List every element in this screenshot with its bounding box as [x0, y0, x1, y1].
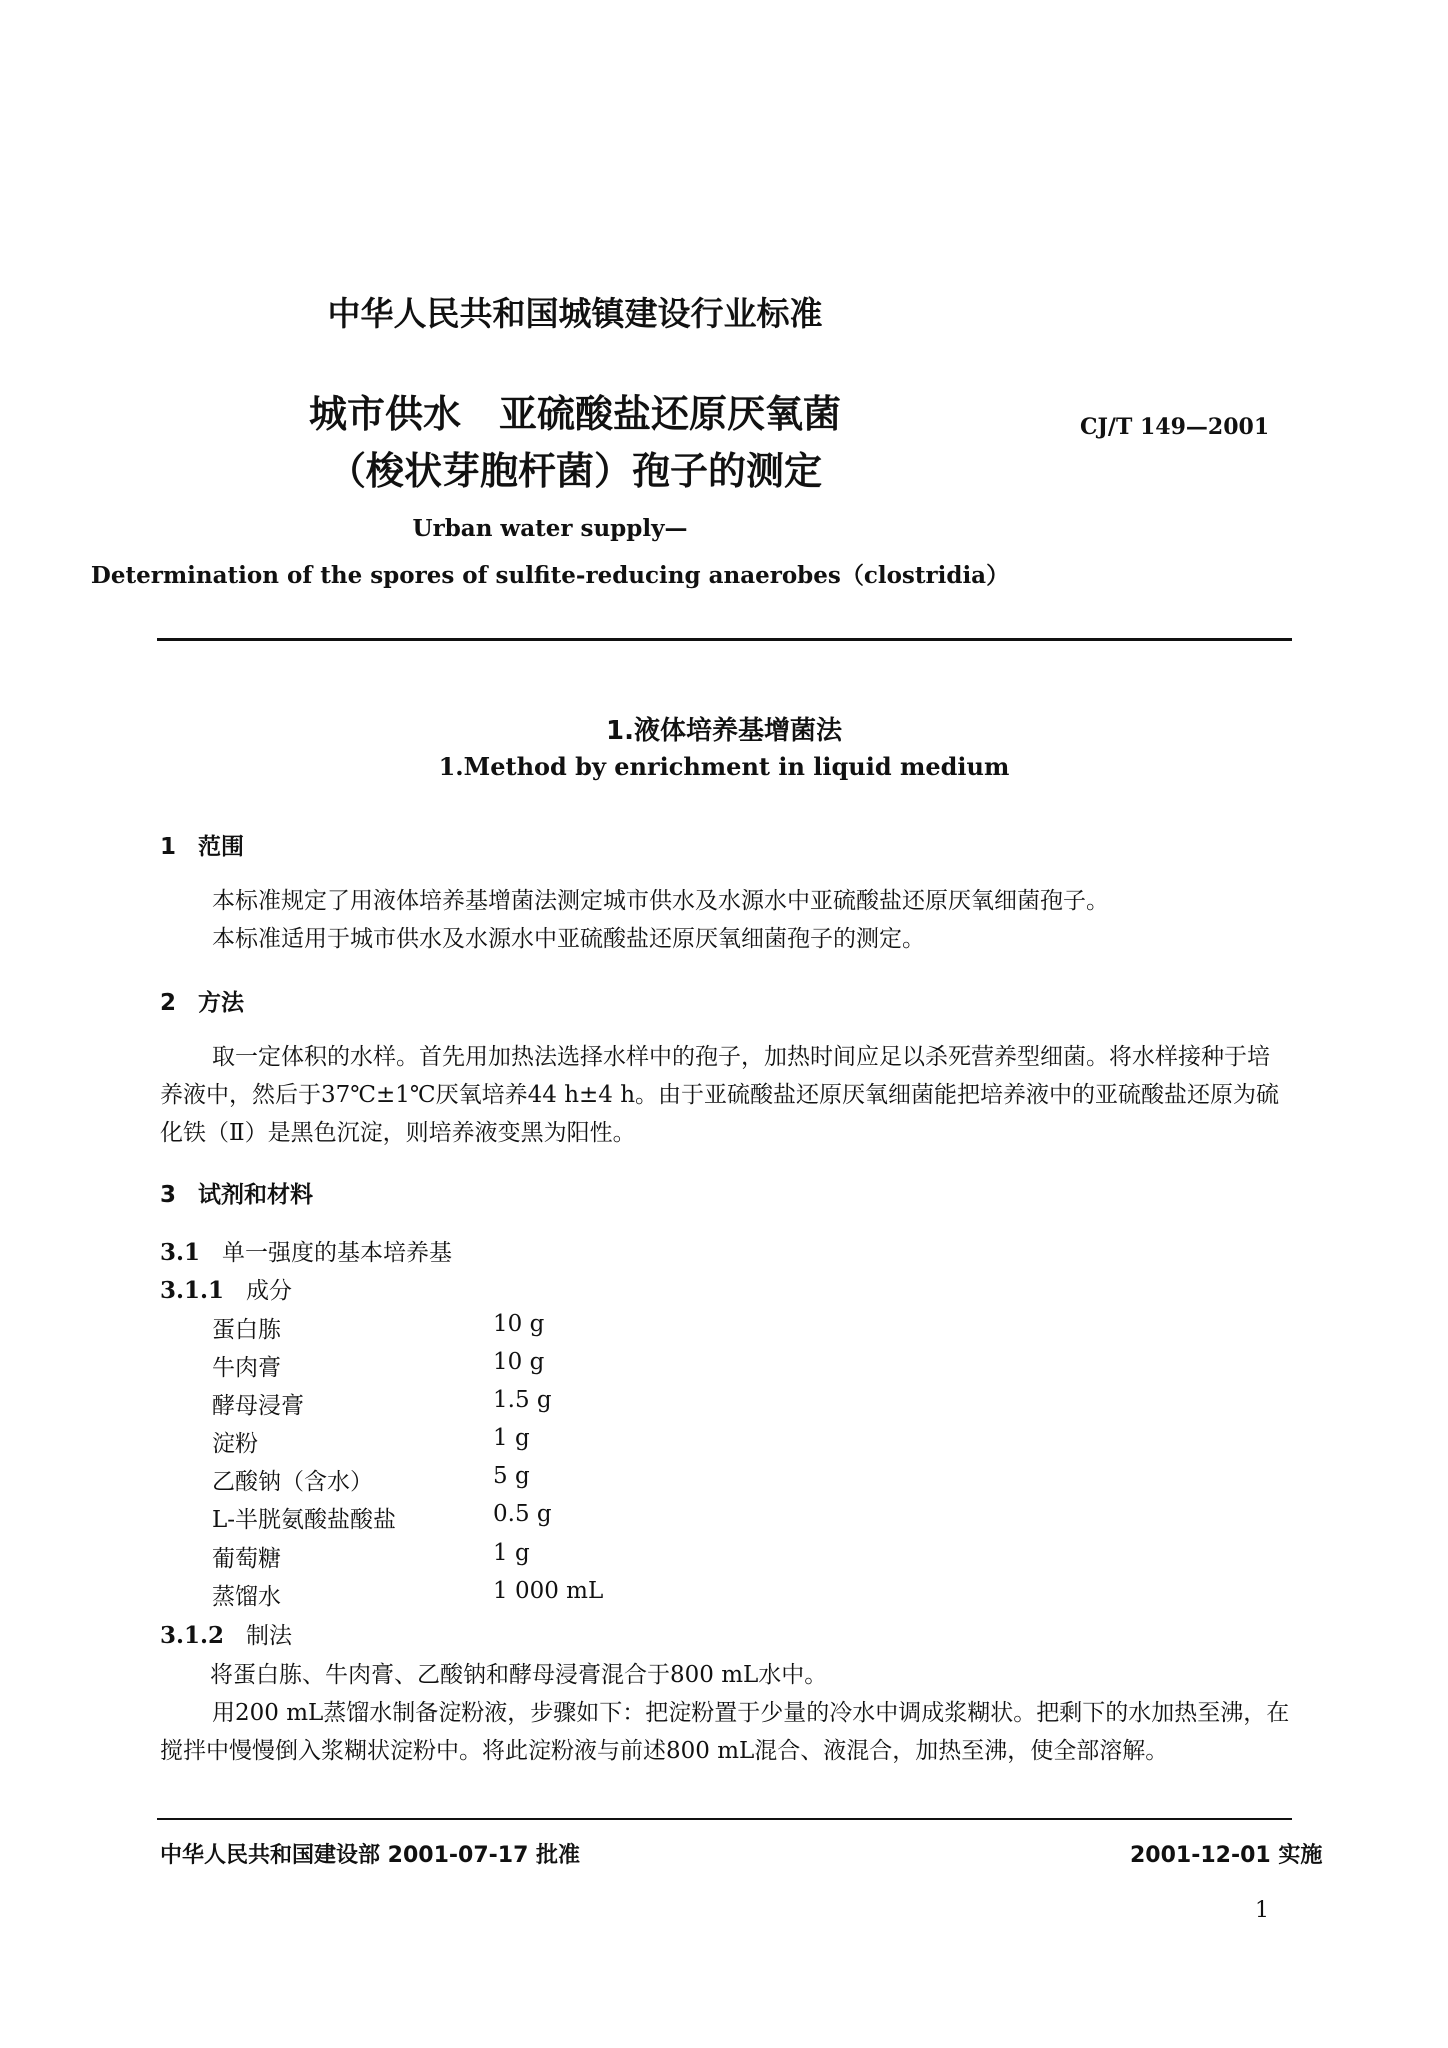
ingredient-amount: 1 g [493, 1425, 530, 1451]
subsection-3-1-number: 3.1 [160, 1239, 201, 1266]
ingredient-name: 葡萄糖 [212, 1546, 281, 1572]
section-1-title: 范围 [198, 834, 244, 860]
preparation-paragraph-1: 将蛋白胨、牛肉膏、乙酸钠和酵母浸膏混合于800 mL水中。 [210, 1662, 828, 1688]
footer-divider [157, 1818, 1292, 1820]
ingredient-name: 牛肉膏 [212, 1355, 281, 1381]
ingredient-amount: 10 g [493, 1349, 545, 1375]
subsection-3-1-2-number: 3.1.2 [160, 1622, 225, 1649]
ingredient-name: 乙酸钠（含水） [212, 1469, 373, 1495]
issuing-organization: 中华人民共和国城镇建设行业标准 [327, 294, 823, 333]
effective-date-line: 2001-12-01 实施 [1130, 1843, 1323, 1868]
ingredient-amount: 10 g [493, 1311, 545, 1337]
ingredient-name: 酵母浸膏 [212, 1393, 304, 1419]
approval-line: 中华人民共和国建设部 2001-07-17 批准 [160, 1843, 581, 1868]
header-divider [157, 638, 1292, 641]
section-2-title: 方法 [198, 990, 244, 1016]
subsection-3-1-1-title: 成分 [246, 1278, 292, 1304]
subsection-3-1-2-heading [160, 1617, 292, 1650]
ingredient-name: 蛋白胨 [212, 1317, 281, 1343]
section-3-heading [160, 1176, 313, 1209]
ingredient-amount: 1 000 mL [493, 1578, 604, 1604]
subsection-3-1-1-number: 3.1.1 [160, 1277, 225, 1304]
english-title-line2: Determination of the spores of sulfite-reducing anaerobes（clostridia） [90, 562, 1010, 589]
section-3-number: 3 [160, 1182, 177, 1208]
method-heading-en: 1.Method by enrichment in liquid medium [438, 752, 1010, 781]
subsection-3-1-1-heading [160, 1272, 292, 1305]
ingredient-amount: 1.5 g [493, 1387, 552, 1413]
page-number: 1 [1255, 1898, 1269, 1923]
method-heading-cn: 1.液体培养基增菌法 [606, 716, 842, 746]
section-3-title: 试剂和材料 [198, 1182, 313, 1208]
section-1-heading [160, 828, 244, 861]
section-1-paragraph-2: 本标准适用于城市供水及水源水中亚硫酸盐还原厌氧细菌孢子的测定。 [212, 926, 925, 952]
preparation-paragraph-2: 用200 mL蒸馏水制备淀粉液，步骤如下：把淀粉置于少量的冷水中调成浆糊状。把剩下的水加热至沸，在搅拌中慢慢倒入浆糊状淀粉中。将此淀粉液与前述800 mL混合、液混合，加热至沸，使全部溶解。 [160, 1700, 1290, 1764]
section-2-paragraph: 取一定体积的水样。首先用加热法选择水样中的孢子，加热时间应足以杀死营养型细菌。将水样接种于培养液中，然后于37℃±1℃厌氧培养44 h±4 h。由于亚硫酸盐还原厌氧细菌能把培养液中的亚硫酸盐还原为硫化铁（Ⅱ）是黑色沉淀，则培养液变黑为阳性。 [160, 1044, 1280, 1146]
subsection-3-1-2-title: 制法 [246, 1623, 292, 1649]
section-2-heading [160, 984, 244, 1017]
english-title-line1: Urban water supply— [412, 515, 688, 542]
ingredient-name: 淀粉 [212, 1431, 258, 1457]
ingredient-amount: 0.5 g [493, 1501, 552, 1527]
ingredient-amount: 1 g [493, 1540, 530, 1566]
ingredient-name: L-半胱氨酸盐酸盐 [212, 1507, 397, 1533]
ingredient-amount: 5 g [493, 1463, 530, 1489]
subsection-3-1-heading [160, 1234, 452, 1267]
standard-number: CJ/T 149—2001 [1080, 414, 1270, 440]
ingredient-name: 蒸馏水 [212, 1584, 281, 1610]
section-2-number: 2 [160, 990, 177, 1016]
standard-title-line2: （梭状芽胞杆菌）孢子的测定 [327, 449, 822, 493]
section-1-paragraph-1: 本标准规定了用液体培养基增菌法测定城市供水及水源水中亚硫酸盐还原厌氧细菌孢子。 [212, 888, 1109, 914]
standard-title-line1: 城市供水 亚硫酸盐还原厌氧菌 [308, 392, 841, 436]
section-1-number: 1 [160, 834, 177, 860]
subsection-3-1-title: 单一强度的基本培养基 [222, 1240, 452, 1266]
